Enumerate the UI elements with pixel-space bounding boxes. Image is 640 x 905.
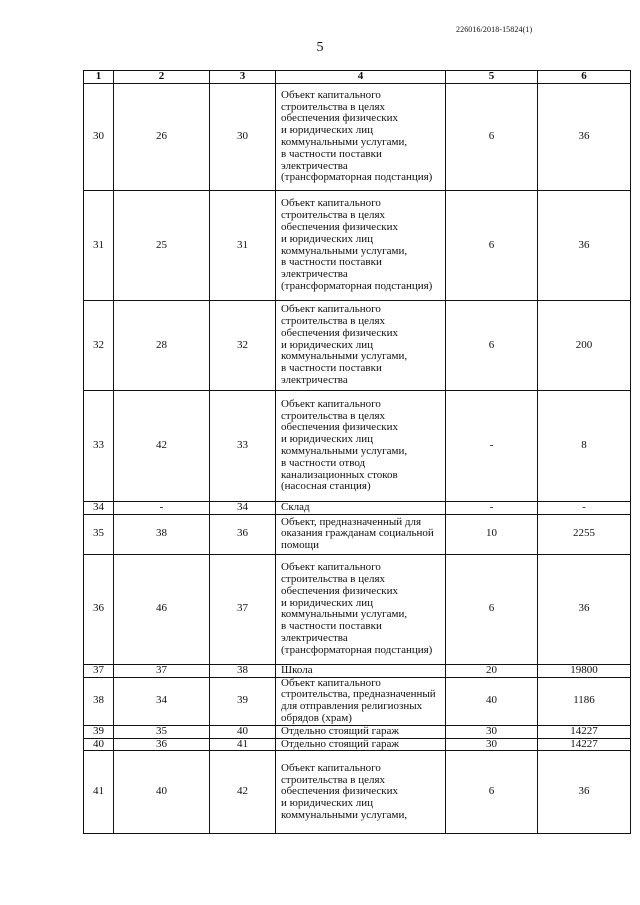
table-cell: 6 <box>446 751 538 834</box>
column-header: 1 <box>84 71 114 84</box>
table-body <box>84 84 631 834</box>
table-cell: 37 <box>210 554 276 664</box>
table-cell: 30 <box>446 738 538 751</box>
table-cell: 41 <box>210 738 276 751</box>
table-cell: 34 <box>210 502 276 515</box>
table-cell-description: Объект капитального строительства в целях обеспечения физических и юридических лиц коммунальными услугами, в частности поставки электричества (трансформаторная подстанция) <box>276 554 446 664</box>
table-cell-description: Отдельно стоящий гараж <box>276 725 446 738</box>
table-cell: 40 <box>114 751 210 834</box>
table-cell-description: Объект капитального строительства в целях обеспечения физических и юридических лиц коммунальными услугами, в частности поставки электричества (трансформаторная подстанция) <box>276 191 446 301</box>
table-cell-description: Объект капитального строительства в целях обеспечения физических и юридических лиц коммунальными услугами, в частности поставки электричества (трансформаторная подстанция) <box>276 84 446 191</box>
table-cell: - <box>538 502 631 515</box>
table-cell-description: Отдельно стоящий гараж <box>276 738 446 751</box>
table-cell: 10 <box>446 514 538 554</box>
table-cell: 36 <box>210 514 276 554</box>
table-cell: 40 <box>446 677 538 725</box>
table-cell: 42 <box>210 751 276 834</box>
table-cell: 37 <box>114 664 210 677</box>
table-row <box>84 191 631 301</box>
table-cell-description: Объект, предназначенный для оказания гражданам социальной помощи <box>276 514 446 554</box>
table-cell: 32 <box>84 301 114 391</box>
column-header: 5 <box>446 71 538 84</box>
table-cell: 36 <box>114 738 210 751</box>
table-cell: 200 <box>538 301 631 391</box>
table-row <box>84 751 631 834</box>
table-cell: 6 <box>446 191 538 301</box>
table-cell: 39 <box>84 725 114 738</box>
table-cell: 25 <box>114 191 210 301</box>
table-cell: 36 <box>538 84 631 191</box>
table-cell-description: Объект капитального строительства в целях обеспечения физических и юридических лиц коммунальными услугами, в частности отвод канализационных стоков (насосная станция) <box>276 391 446 502</box>
table-cell: 37 <box>84 664 114 677</box>
table-cell: 36 <box>84 554 114 664</box>
table-cell: - <box>114 502 210 515</box>
table-cell: - <box>446 502 538 515</box>
table-cell: 6 <box>446 301 538 391</box>
table-cell: - <box>446 391 538 502</box>
table-cell-description: Школа <box>276 664 446 677</box>
table-cell: 8 <box>538 391 631 502</box>
table-cell-description: Склад <box>276 502 446 515</box>
table-cell-description: Объект капитального строительства в целях обеспечения физических и юридических лиц коммунальными услугами, <box>276 751 446 834</box>
table-cell-description: Объект капитального строительства в целях обеспечения физических и юридических лиц коммунальными услугами, в частности поставки электричества <box>276 301 446 391</box>
document-number: 226016/2018-15824(1) <box>456 25 533 34</box>
table-row <box>84 514 631 554</box>
table-cell: 31 <box>210 191 276 301</box>
table-cell: 41 <box>84 751 114 834</box>
table-cell: 30 <box>84 84 114 191</box>
table-cell: 28 <box>114 301 210 391</box>
table-cell: 30 <box>446 725 538 738</box>
table-row <box>84 391 631 502</box>
data-table <box>83 70 631 834</box>
table-row <box>84 738 631 751</box>
table-cell: 30 <box>210 84 276 191</box>
table-cell: 35 <box>114 725 210 738</box>
table-cell: 31 <box>84 191 114 301</box>
table-cell: 14227 <box>538 738 631 751</box>
table-row <box>84 725 631 738</box>
column-header: 4 <box>276 71 446 84</box>
table-cell: 35 <box>84 514 114 554</box>
table-cell: 36 <box>538 751 631 834</box>
table-cell: 33 <box>84 391 114 502</box>
column-header: 6 <box>538 71 631 84</box>
column-header: 3 <box>210 71 276 84</box>
table-cell: 36 <box>538 191 631 301</box>
table-cell: 19800 <box>538 664 631 677</box>
table-cell: 38 <box>114 514 210 554</box>
table-cell: 34 <box>84 502 114 515</box>
table-cell: 33 <box>210 391 276 502</box>
table-header-row <box>84 71 631 84</box>
column-header: 2 <box>114 71 210 84</box>
table-cell: 40 <box>210 725 276 738</box>
table-cell: 38 <box>210 664 276 677</box>
table-row <box>84 554 631 664</box>
table-cell: 32 <box>210 301 276 391</box>
table-row <box>84 301 631 391</box>
table-cell: 39 <box>210 677 276 725</box>
table-cell: 34 <box>114 677 210 725</box>
table-cell: 6 <box>446 84 538 191</box>
table-cell: 38 <box>84 677 114 725</box>
table-row <box>84 84 631 191</box>
table-cell: 36 <box>538 554 631 664</box>
table-cell: 46 <box>114 554 210 664</box>
table-cell: 42 <box>114 391 210 502</box>
table-row <box>84 502 631 515</box>
table-cell-description: Объект капитального строительства, предназначенный для отправления религиозных обрядов (храм) <box>276 677 446 725</box>
table-cell: 20 <box>446 664 538 677</box>
table-cell: 2255 <box>538 514 631 554</box>
table-cell: 40 <box>84 738 114 751</box>
table-row <box>84 677 631 725</box>
table-cell: 14227 <box>538 725 631 738</box>
table-cell: 26 <box>114 84 210 191</box>
table-cell: 1186 <box>538 677 631 725</box>
table-cell: 6 <box>446 554 538 664</box>
table-row <box>84 664 631 677</box>
page-number: 5 <box>316 40 324 55</box>
